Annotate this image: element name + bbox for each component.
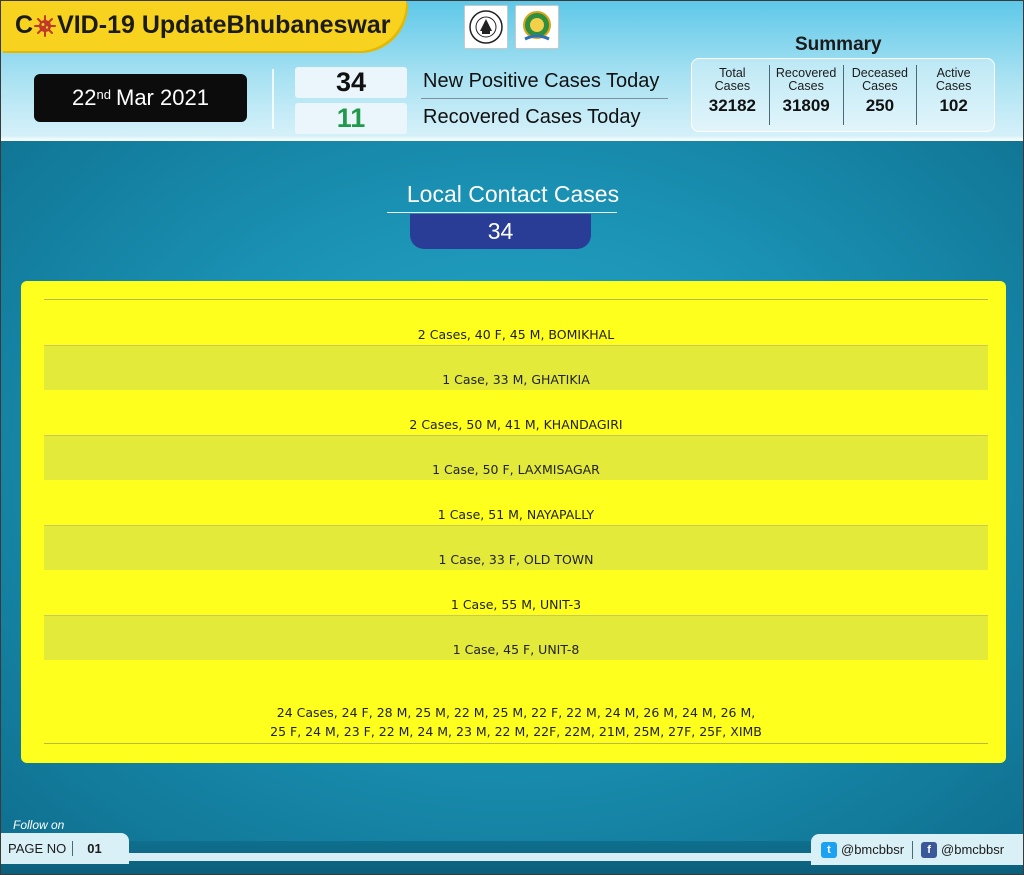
twitter-icon: t xyxy=(821,842,837,858)
page-number-label: PAGE NO xyxy=(1,841,73,856)
page-number-tab xyxy=(1,833,129,864)
cases-list xyxy=(44,300,988,744)
bmc-logo xyxy=(515,5,559,49)
facebook-icon: f xyxy=(921,842,937,858)
recovered-label: Recovered Cases Today xyxy=(423,106,641,128)
page-title: C VID-19 Update Bhubaneswar xyxy=(15,11,391,39)
local-contact-title: Local Contact Cases xyxy=(406,181,620,207)
list-item: 1 Case, 51 M, NAYAPALLY xyxy=(437,507,595,522)
recovered-count: 11 xyxy=(295,103,407,134)
summary-title: Summary xyxy=(795,34,882,55)
summary-box xyxy=(691,58,995,132)
header-divider xyxy=(272,69,274,129)
new-positive-count: 34 xyxy=(295,67,407,98)
social-divider xyxy=(912,841,913,859)
summary-active: Active Cases 102 xyxy=(916,65,990,125)
label-divider xyxy=(421,98,668,99)
date-badge: 22 $^{nd}$ Mar 2021 xyxy=(34,74,247,122)
list-item: 24 Cases, 24 F, 28 M, 25 M, 22 M, 25 M, 22 F, 22 M, 24 M, 26 M, 24 M, 26 M, 25 F, 24 M, 23 F, 22 M, 24 M, 23 M, 22 M, 22F, 22M, 21M, 25M, 27F, 25F, XIMB xyxy=(44,660,988,744)
page-number: 01 xyxy=(87,841,102,856)
list-item: 1 Case, 33 F, OLD TOWN xyxy=(44,525,988,570)
list-item: 2 Cases, 50 M, 41 M, KHANDAGIRI xyxy=(409,417,623,432)
new-positive-label: New Positive Cases Today xyxy=(423,70,660,92)
twitter-link[interactable]: t @bmcbbsr xyxy=(821,842,904,858)
local-title-rule xyxy=(387,212,617,213)
odisha-emblem-logo xyxy=(464,5,508,49)
list-item: 1 Case, 33 M, GHATIKIA xyxy=(44,345,988,390)
virus-icon xyxy=(34,15,56,37)
list-item: 1 Case, 55 M, UNIT-3 xyxy=(450,597,582,612)
summary-deceased: Deceased Cases 250 xyxy=(843,65,917,125)
list-item: 1 Case, 50 F, LAXMISAGAR xyxy=(44,435,988,480)
title-tab xyxy=(1,1,406,51)
follow-on-label: Follow on xyxy=(13,818,65,832)
summary-recovered: Recovered Cases 31809 xyxy=(769,65,843,125)
social-links xyxy=(811,834,1023,865)
footer-strip xyxy=(129,853,811,861)
facebook-link[interactable]: f @bmcbbsr xyxy=(921,842,1004,858)
list-item: 2 Cases, 40 F, 45 M, BOMIKHAL xyxy=(417,327,615,342)
local-contact-count: 34 xyxy=(410,214,591,249)
list-item: 1 Case, 45 F, UNIT-8 xyxy=(44,615,988,660)
summary-total: Total Cases 32182 xyxy=(708,66,757,115)
